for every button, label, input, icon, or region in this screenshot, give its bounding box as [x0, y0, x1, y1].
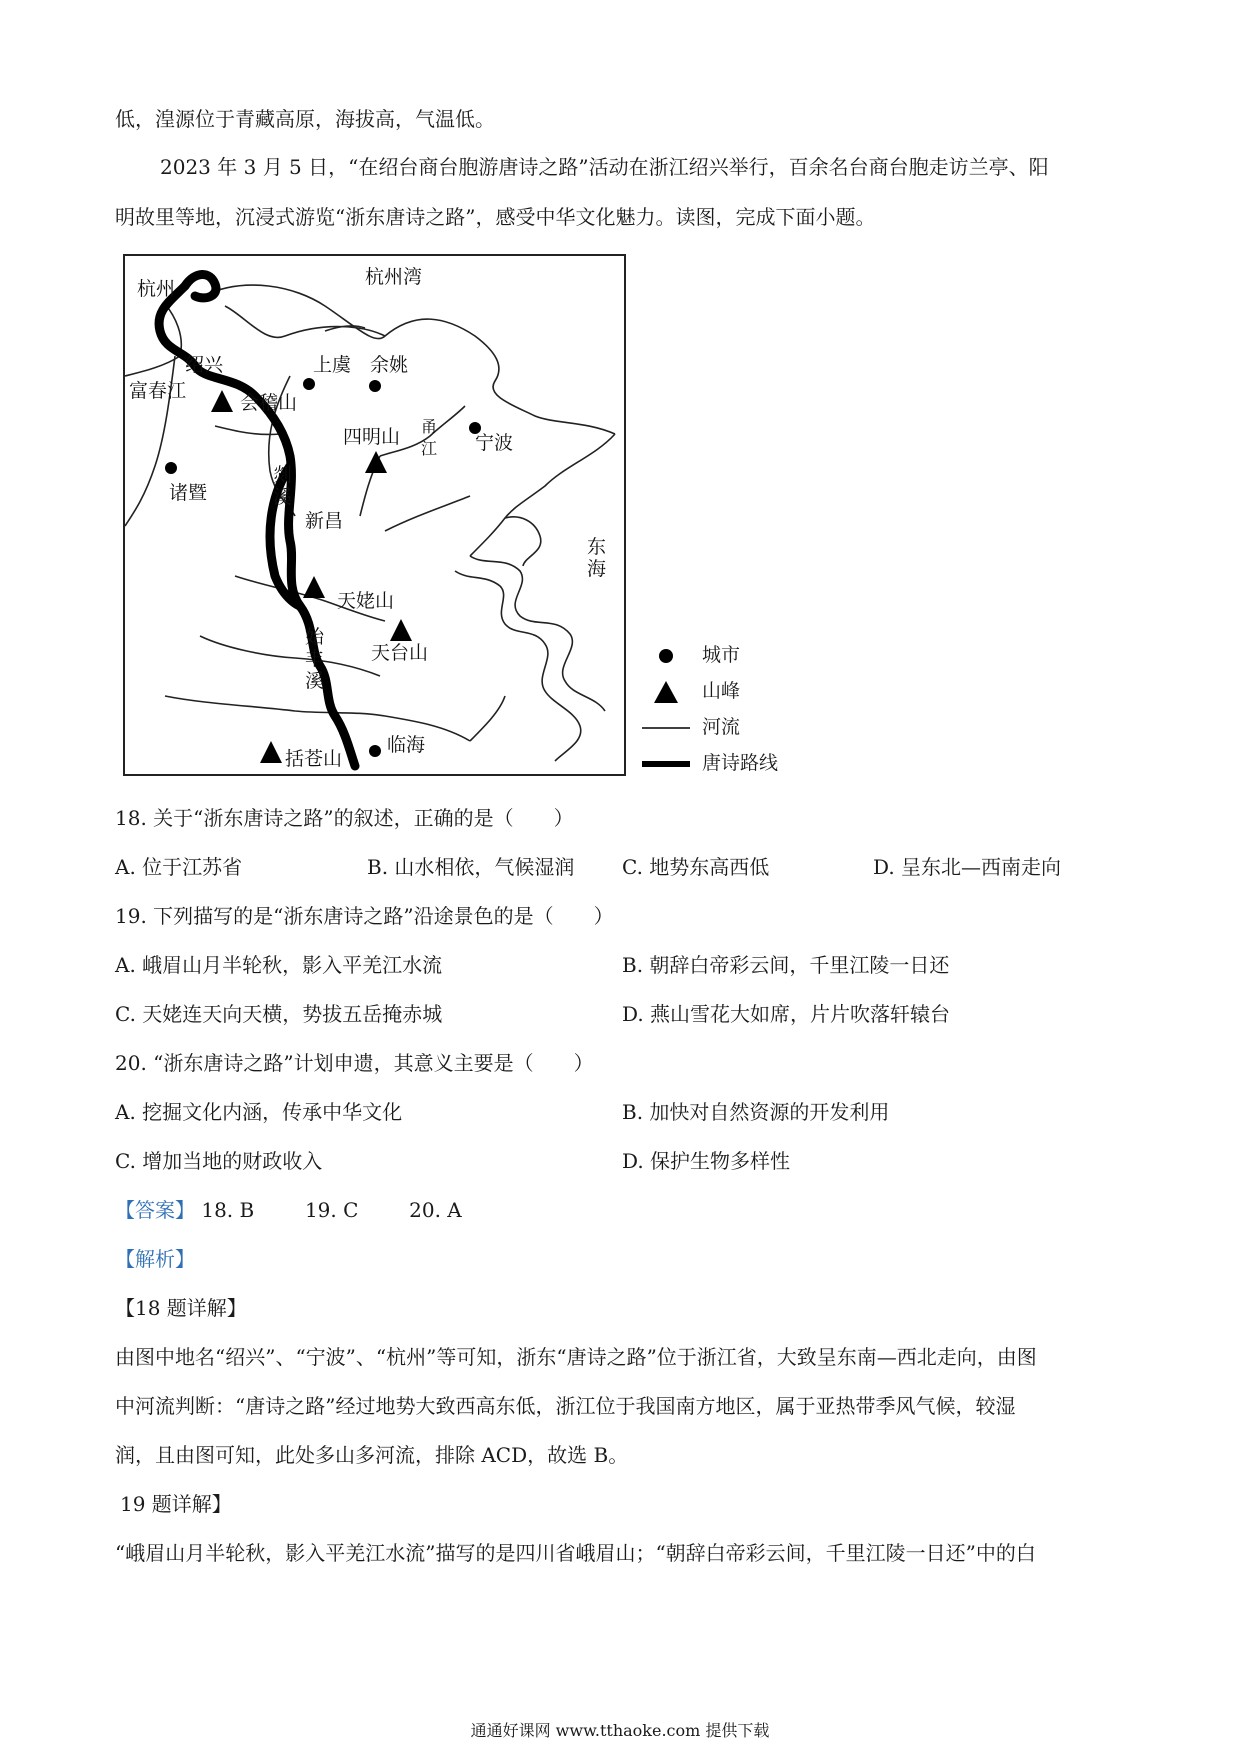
question-19-option-b: B. 朝辞白帝彩云间，千里江陵一日还: [622, 953, 950, 977]
question-18-option-a: A. 位于江苏省: [115, 855, 243, 879]
map-label-kuocangshan: 括苍山: [285, 748, 343, 770]
analysis-tag: 【解析】: [115, 1247, 195, 1271]
legend-peak-label: 山峰: [702, 680, 741, 702]
answer-row: [115, 1196, 462, 1224]
map-label-zhuji: 诸暨: [169, 482, 208, 504]
map-label-fuchunjiang: 富春江: [129, 380, 187, 402]
legend-city-label: 城市: [702, 644, 741, 666]
peak-triangle-icon: [642, 680, 690, 704]
map-label-yuyao: 余姚: [370, 354, 409, 376]
map-label-simingshan: 四明山: [343, 426, 401, 448]
q18-detail-line-2: 中河流判断：“唐诗之路”经过地势大致西高东低，浙江位于我国南方地区，属于亚热带季风气候，较湿: [115, 1394, 1016, 1418]
map-legend: [640, 640, 810, 790]
question-20-option-d: D. 保护生物多样性: [622, 1149, 791, 1173]
question-19-option-c: C. 天姥连天向天横，势拔五岳掩赤城: [115, 1002, 443, 1026]
answer-item-20: 20. A: [409, 1198, 462, 1222]
question-20-option-b: B. 加快对自然资源的开发利用: [622, 1100, 890, 1124]
map-label-tiantaishan: 天台山: [371, 642, 429, 664]
map-label-xinchang: 新昌: [305, 510, 344, 532]
route-line-hangzhou: [185, 274, 216, 297]
page-footer: 通通好课网 www.tthaoke.com 提供下载: [470, 1721, 770, 1740]
map-label-hangzhou: 杭州: [137, 278, 176, 300]
question-19-stem: 19. 下列描写的是“浙东唐诗之路”沿途景色的是（ ）: [115, 904, 614, 928]
legend-river-label: 河流: [702, 716, 741, 738]
map-label-yongjiang: 甬江: [421, 417, 438, 458]
q18-detail-title: 【18 题详解】: [115, 1296, 247, 1320]
intro-line-2: 2023 年 3 月 5 日，“在绍台商台胞游唐诗之路”活动在浙江绍兴举行，百余名台商台胞走访兰亭、阳: [160, 155, 1049, 179]
question-18-option-d: D. 呈东北—西南走向: [873, 855, 1062, 879]
map-drawing: [125, 256, 626, 776]
question-18-option-b: B. 山水相依，气候湿润: [367, 855, 575, 879]
question-19-option-d: D. 燕山雪花大如席，片片吹落轩辕台: [622, 1002, 951, 1026]
map-label-kuaijishan: 会稽山: [240, 392, 298, 414]
map-label-shaoxing: 绍兴: [185, 354, 224, 376]
map-label-shifengxi: 始丰溪: [305, 626, 325, 692]
question-20-stem: 20. “浙东唐诗之路”计划申遗，其意义主要是（ ）: [115, 1051, 594, 1075]
legend-route-label: 唐诗路线: [702, 752, 779, 774]
tang-poetry-route-map: [123, 254, 626, 776]
map-label-donghai: 东海: [587, 536, 607, 580]
q18-detail-line-3: 润，且由图可知，此处多山多河流，排除 ACD，故选 B。: [115, 1443, 629, 1467]
river-line-icon: [642, 716, 690, 740]
answer-tag: 【答案】: [115, 1198, 195, 1222]
legend-river: [640, 712, 810, 744]
question-18-option-c: C. 地势东高西低: [622, 855, 770, 879]
question-19-option-a: A. 峨眉山月半轮秋，影入平羌江水流: [115, 953, 443, 977]
answer-item-18: 18. B: [201, 1198, 255, 1222]
map-label-shangyu: 上虞: [313, 354, 352, 376]
answer-item-19: 19. C: [304, 1198, 359, 1222]
map-label-hangzhou-bay: 杭州湾: [365, 266, 423, 288]
question-20-option-a: A. 挖掘文化内涵，传承中华文化: [115, 1100, 403, 1124]
map-label-ningbo: 宁波: [475, 432, 514, 454]
intro-line-3: 明故里等地，沉浸式游览“浙东唐诗之路”，感受中华文化魅力。读图，完成下面小题。: [115, 205, 876, 229]
city-dot-icon: [642, 644, 690, 668]
intro-line-1: 低，湟源位于青藏高原，海拔高，气温低。: [115, 107, 495, 131]
q19-detail-title: 19 题详解】: [120, 1492, 232, 1516]
legend-city: [640, 640, 810, 672]
map-label-shanxi: 剡溪: [273, 464, 293, 508]
q19-detail-line-1: “峨眉山月半轮秋，影入平羌江水流”描写的是四川省峨眉山；“朝辞白帝彩云间，千里江陵一日还”中的白: [115, 1541, 1036, 1565]
map-label-tianmushan: 天姥山: [337, 590, 395, 612]
question-20-option-c: C. 增加当地的财政收入: [115, 1149, 323, 1173]
question-18-stem: 18. 关于“浙东唐诗之路”的叙述，正确的是（ ）: [115, 806, 574, 830]
q18-detail-line-1: 由图中地名“绍兴”、“宁波”、“杭州”等可知，浙东“唐诗之路”位于浙江省，大致呈东南—西北走向，由图: [115, 1345, 1037, 1369]
route-line-icon: [642, 752, 690, 776]
legend-peak: [640, 676, 810, 708]
map-label-linhai: 临海: [387, 734, 426, 756]
legend-route: [640, 748, 810, 780]
